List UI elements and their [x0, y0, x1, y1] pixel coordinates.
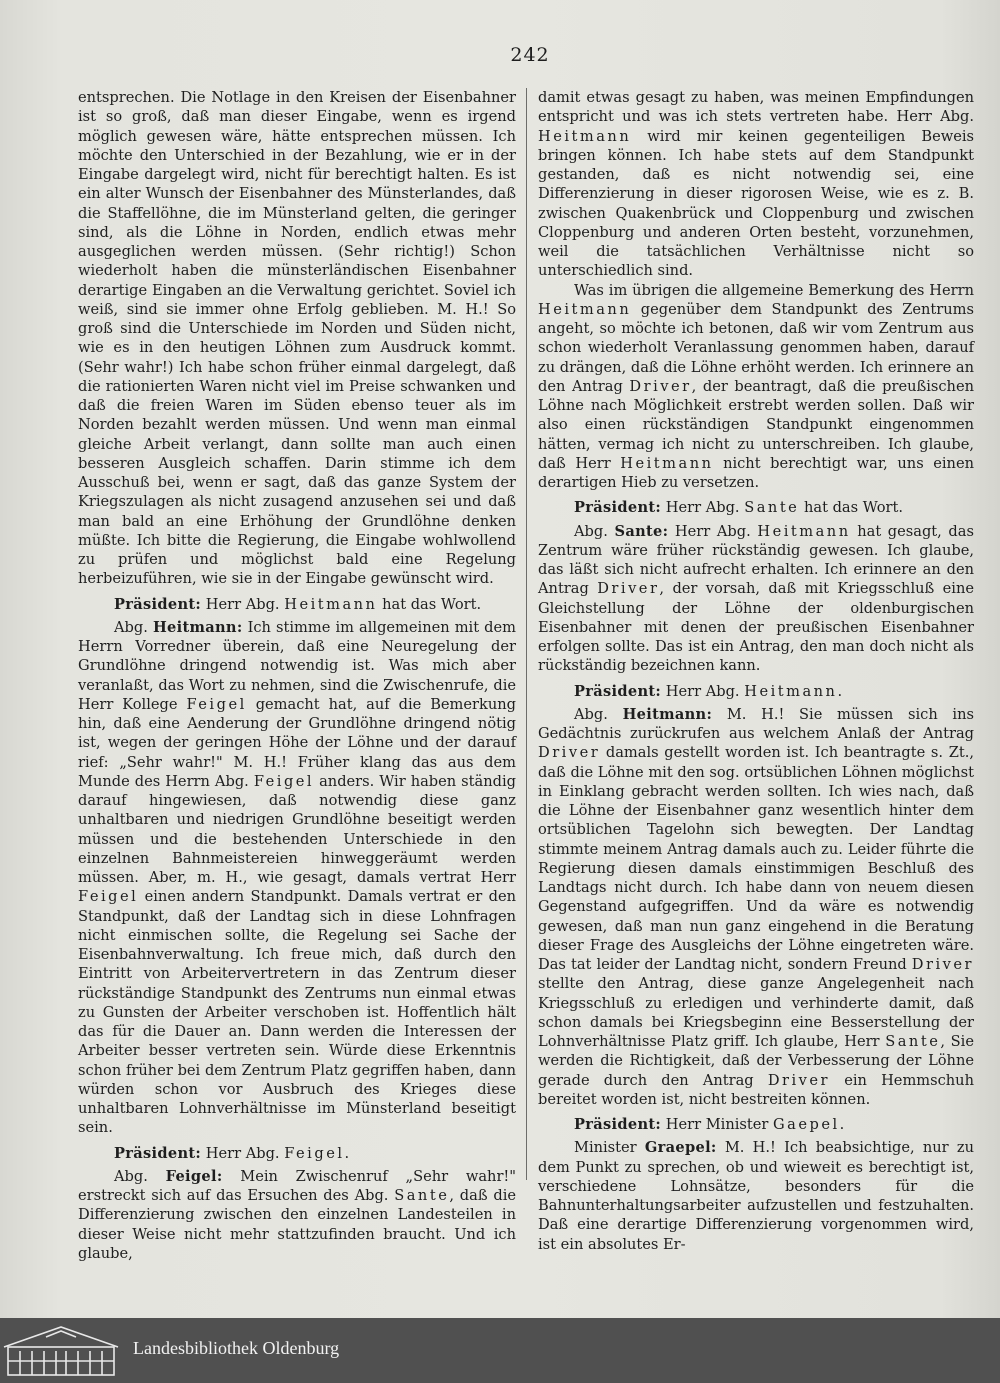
- text-run: .: [839, 1116, 845, 1133]
- text-run: anders. Wir haben ständig darauf hingewiesen, daß notwendig diese ganz unhaltbaren und niedrigen Grundlöhne beseitigt werden müssen und die bestehenden Unterschiede in den einzelnen Bahnmeistereien hinweggeräumt werden müssen. Aber, m. H., wie gesagt, damals vertrat Herr: [78, 772, 516, 886]
- page-number: 242: [510, 44, 550, 66]
- speaker-line: [538, 498, 974, 517]
- text-run: M. H.! Ich beabsichtige, nur zu dem Punkt zu sprechen, ob und wieweit es berechtigt ist, verschiedene Lohnsätze, besonders für die Bahnunterhaltungsarbeiter aufzustellen und festzuhalten. Daß eine derartige Differenzierung vorgenommen wird, ist ein absolutes Er-: [538, 1139, 974, 1253]
- speaker-name: Driver: [767, 1071, 831, 1089]
- text-run: wird mir keinen gegenteiligen Beweis bringen können. Ich habe stets auf dem Standpunkt gestanden, daß es nicht notwendig sei, eine Differenzierung in dieser rigorosen Weise, wie es z. B. zwischen Quakenbrück und Cloppenburg und zwischen Cloppenburg und anderen Orten besteht, vorzunehmen, weil die tatsächlichen Verhältnisse nicht so unterschiedlich sind.: [538, 127, 974, 280]
- text-run: Abg.: [114, 1167, 166, 1185]
- text-run: Herr Abg.: [201, 1144, 285, 1162]
- column-divider: [526, 88, 527, 1180]
- paragraph: [538, 522, 974, 676]
- text-run: , Sie werden die Richtigkeit, daß der Verbesserung der Löhne gerade durch den Antrag: [538, 1033, 974, 1089]
- text-run: Herr Abg.: [661, 499, 745, 517]
- text-run: hat gesagt, das Zentrum wäre früher rückständig gewesen. Ich glaube, das läßt sich nicht aufrecht erhalten. Ich erinnere an den Antrag: [538, 522, 974, 598]
- text-run: damit etwas gesagt zu haben, was meinen Empfindungen entspricht und was ich stets vertreten habe. Herr Abg.: [538, 89, 974, 126]
- paragraph: [538, 705, 974, 1109]
- speaker-label: Feigel:: [165, 1167, 223, 1185]
- speaker-name: Heitmann: [757, 522, 851, 540]
- text-run: damals gestellt worden ist. Ich beantragte s. Zt., daß die Löhne mit den sog. ortsüblichen Löhnen möglichst in Einklang gebracht werden sollten. Ich wies nach, daß die Löhne der Eisenbahner ganz wesentlich hinter dem ortsüblichen Tagelohn sich bewegten. Der Landtag stimmte meinem Antrag damals auch zu. Leider führte die Regierung diesen damals einstimmigen Beschluß des Landtags nicht durch. Ich habe dann von neuem diesen Gegenstand aufgegriffen. Und da wäre es notwendig gewesen, daß man nun ganz eingehend in die Beratung dieser Frage des Ausgleichs der Löhne eingetreten wäre. Das tat leider der Landtag nicht, sondern Freund: [538, 744, 974, 973]
- text-run: Abg.: [574, 522, 615, 540]
- speaker-line: [78, 595, 516, 614]
- speaker-label: Präsident:: [574, 499, 662, 517]
- text-run: Abg.: [114, 618, 153, 636]
- speaker-label: Präsident:: [114, 1144, 202, 1162]
- text-run: , daß die Differenzierung zwischen den einzelnen Landesteilen in dieser Weise nicht mehr stattzufinden braucht. Und ich glaube,: [78, 1187, 517, 1262]
- speaker-name: Heitmann: [538, 300, 632, 318]
- speaker-label: Graepel:: [644, 1139, 717, 1157]
- text-run: hat das Wort.: [377, 595, 482, 613]
- text-run: Herr Minister: [661, 1116, 773, 1133]
- speaker-name: Sante: [394, 1187, 450, 1204]
- text-run: Herr Abg.: [201, 595, 285, 613]
- paragraph: [78, 618, 516, 1138]
- text-run: Herr Abg.: [661, 682, 745, 700]
- text-run: gemacht hat, auf die Bemerkung hin, daß eine Aenderung der Grundlöhne dringend nötig ist, wegen der geringen Höhe der Löhne und der darauf rief: „Sehr wahr!" M. H.! Früher klang das aus dem Munde des Herrn Abg.: [78, 695, 516, 790]
- text-run: ein Hemmschuh bereitet worden ist, nicht bestreiten können.: [538, 1071, 974, 1108]
- speaker-name: Heitmann: [538, 127, 632, 145]
- paragraph: [78, 1167, 516, 1263]
- speaker-name: Sante: [885, 1033, 941, 1050]
- speaker-label: Heitmann:: [152, 618, 243, 636]
- footer-bar: [0, 1318, 1000, 1383]
- library-building-icon: [0, 1321, 122, 1379]
- text-run: Mein Zwischenruf „Sehr wahr!" erstreckt sich auf das Ersuchen des Abg.: [78, 1167, 516, 1204]
- text-run: hat das Wort.: [799, 499, 904, 517]
- speaker-label: Präsident:: [574, 682, 662, 700]
- paragraph: [538, 88, 974, 281]
- speaker-line: [538, 682, 974, 701]
- speaker-name: Feigel: [284, 1144, 345, 1162]
- speaker-line: [78, 1144, 516, 1163]
- speaker-name: Sante: [744, 499, 800, 517]
- text-run: stellte den Antrag, diese ganze Angelegenheit nach Kriegsschluß zu erledigen und verhinderte damit, daß schon damals bei Kriegsbeginn eine Besserstellung der Lohnverhältnisse Platz griff. Ich glaube, Herr: [538, 975, 974, 1050]
- text-run: Ich stimme im allgemeinen mit dem Herrn Vorredner überein, daß eine Neuregelung der Grundlöhne dringend notwendig ist. Was mich aber veranlaßt, das Wort zu nehmen, sind die Zwischenrufe, die Herr Kollege: [78, 618, 516, 713]
- library-label: Landesbibliothek Oldenburg: [133, 1338, 340, 1358]
- speaker-name: Driver: [538, 744, 601, 762]
- text-run: einen andern Standpunkt. Damals vertrat er den Standpunkt, daß der Landtag sich in diese Lohnfragen nicht einmischen sollte, die Regelung sei Sache der Eisenbahnverwaltung. Ich freue mich, daß durch den Eintritt von Arbeitervertretern in das Zentrum dieser rückständige Standpunkt des Zentrums nun einmal etwas zu Gunsten der Arbeiter verschoben ist. Hoffentlich hält das für die Dauer an. Dann werden die Interessen der Arbeiter besser vertreten sein. Würde diese Erkenntnis schon früher bei dem Zentrum Platz gegriffen haben, dann würden schon vor Ausbruch des Krieges diese unhaltbaren Lohnverhältnisse im Münsterland beseitigt sein.: [78, 888, 516, 1137]
- text-run: .: [837, 682, 843, 700]
- text-run: , der vorsah, daß mit Kriegsschluß eine Gleichstellung der Löhne der oldenburgischen Eisenbahner mit denen der preußischen Eisenbahner erfolgen sollte. Das ist ein Antrag, den man doch nicht als rückständig bezeichnen kann.: [538, 580, 974, 675]
- speaker-label: Sante:: [614, 522, 669, 540]
- text-run: Herr Abg.: [668, 522, 758, 540]
- paragraph: entsprechen. Die Notlage in den Kreisen der Eisenbahner ist so groß, daß man dieser Eingabe, wenn es irgend möglich gewesen wäre, hätte entsprechen müssen. Ich möchte den Unterschied in der Bezahlung, wie er in der Eingabe dargelegt wird, nicht für berechtigt halten. Es ist ein alter Wunsch der Eisenbahner des Münsterlandes, daß die Staffellöhne, die im Münsterland gelten, die geringer sind, als die Löhne in Norden, endlich etwas mehr ausgeglichen werden müssen. (Sehr richtig!) Schon wiederholt haben die münsterländischen Eisenbahner derartige Eingaben an die Verwaltung gerichtet. Soviel ich weiß, sind sie immer ohne Erfolg geblieben. M. H.! So groß sind die Unterschiede im Norden und Süden nicht, wie es in den heutigen Löhnen zum Ausdruck kommt. (Sehr wahr!) Ich habe schon früher einmal dargelegt, daß die rationierten Waren nicht viel im Preise schwanken und daß die freien Waren im Süden ebenso teuer als im Norden bezahlt werden müssen. Und wenn man einmal gleiche Arbeit verlangt, dann sollte man auch einen besseren Ausgleich schaffen. Darin stimme ich dem Ausschuß bei, wenn er sagt, daß das ganze System der Kriegszulagen als nicht zusagend anzusehen sei und daß man bald an eine Erhöhung der Grundlöhne denken müßte. Ich bitte die Regierung, die Eingabe wohlwollend zu prüfen und möglichst bald eine Regelung herbeizuführen, wie sie in der Eingabe gewünscht wird.: [78, 89, 516, 588]
- speaker-name: Driver: [597, 580, 660, 598]
- paragraph: [538, 1138, 974, 1254]
- speaker-name: Driver: [911, 956, 974, 973]
- speaker-name: Gaepel: [773, 1116, 840, 1133]
- speaker-label: Präsident:: [114, 595, 202, 613]
- text-run: , der beantragt, daß die preußischen Löhne nach Möglichkeit erstrebt werden sollen. Daß wir also einen rückständigen Standpunkt eingenommen hätten, vermag ich nicht zu unterschreiben. Ich glaube, daß Herr: [538, 377, 974, 472]
- speaker-name: Feigel: [186, 695, 247, 713]
- text-run: nicht berechtigt war, uns einen derartigen Hieb zu versetzen.: [538, 454, 974, 491]
- paragraph: [538, 281, 974, 493]
- speaker-name: Heitmann: [744, 682, 838, 700]
- speaker-label: Heitmann:: [622, 705, 713, 723]
- text-run: gegenüber dem Standpunkt des Zentrums angeht, so möchte ich betonen, daß wir vom Zentrum aus schon wiederholt Veranlassung genommen haben, darauf zu drängen, daß die Löhne erhöht werden. Ich erinnere an den Antrag: [538, 300, 974, 395]
- text-run: .: [344, 1144, 350, 1162]
- text-run: Minister: [574, 1139, 645, 1157]
- speaker-name: Feigel: [253, 772, 315, 790]
- text-run: M. H.! Sie müssen sich ins Gedächtnis zurückrufen aus welchem Anlaß der Antrag: [538, 705, 974, 742]
- left-column: [78, 88, 516, 1263]
- text-run: Abg.: [574, 705, 623, 723]
- right-column: [538, 88, 974, 1254]
- speaker-line: [538, 1115, 974, 1134]
- text-run: Was im übrigen die allgemeine Bemerkung des Herrn: [574, 281, 974, 299]
- speaker-name: Heitmann: [620, 454, 714, 472]
- speaker-name: Heitmann: [284, 595, 378, 613]
- speaker-label: Präsident:: [574, 1116, 662, 1133]
- speaker-name: Feigel: [78, 888, 139, 906]
- speaker-name: Driver: [629, 377, 692, 395]
